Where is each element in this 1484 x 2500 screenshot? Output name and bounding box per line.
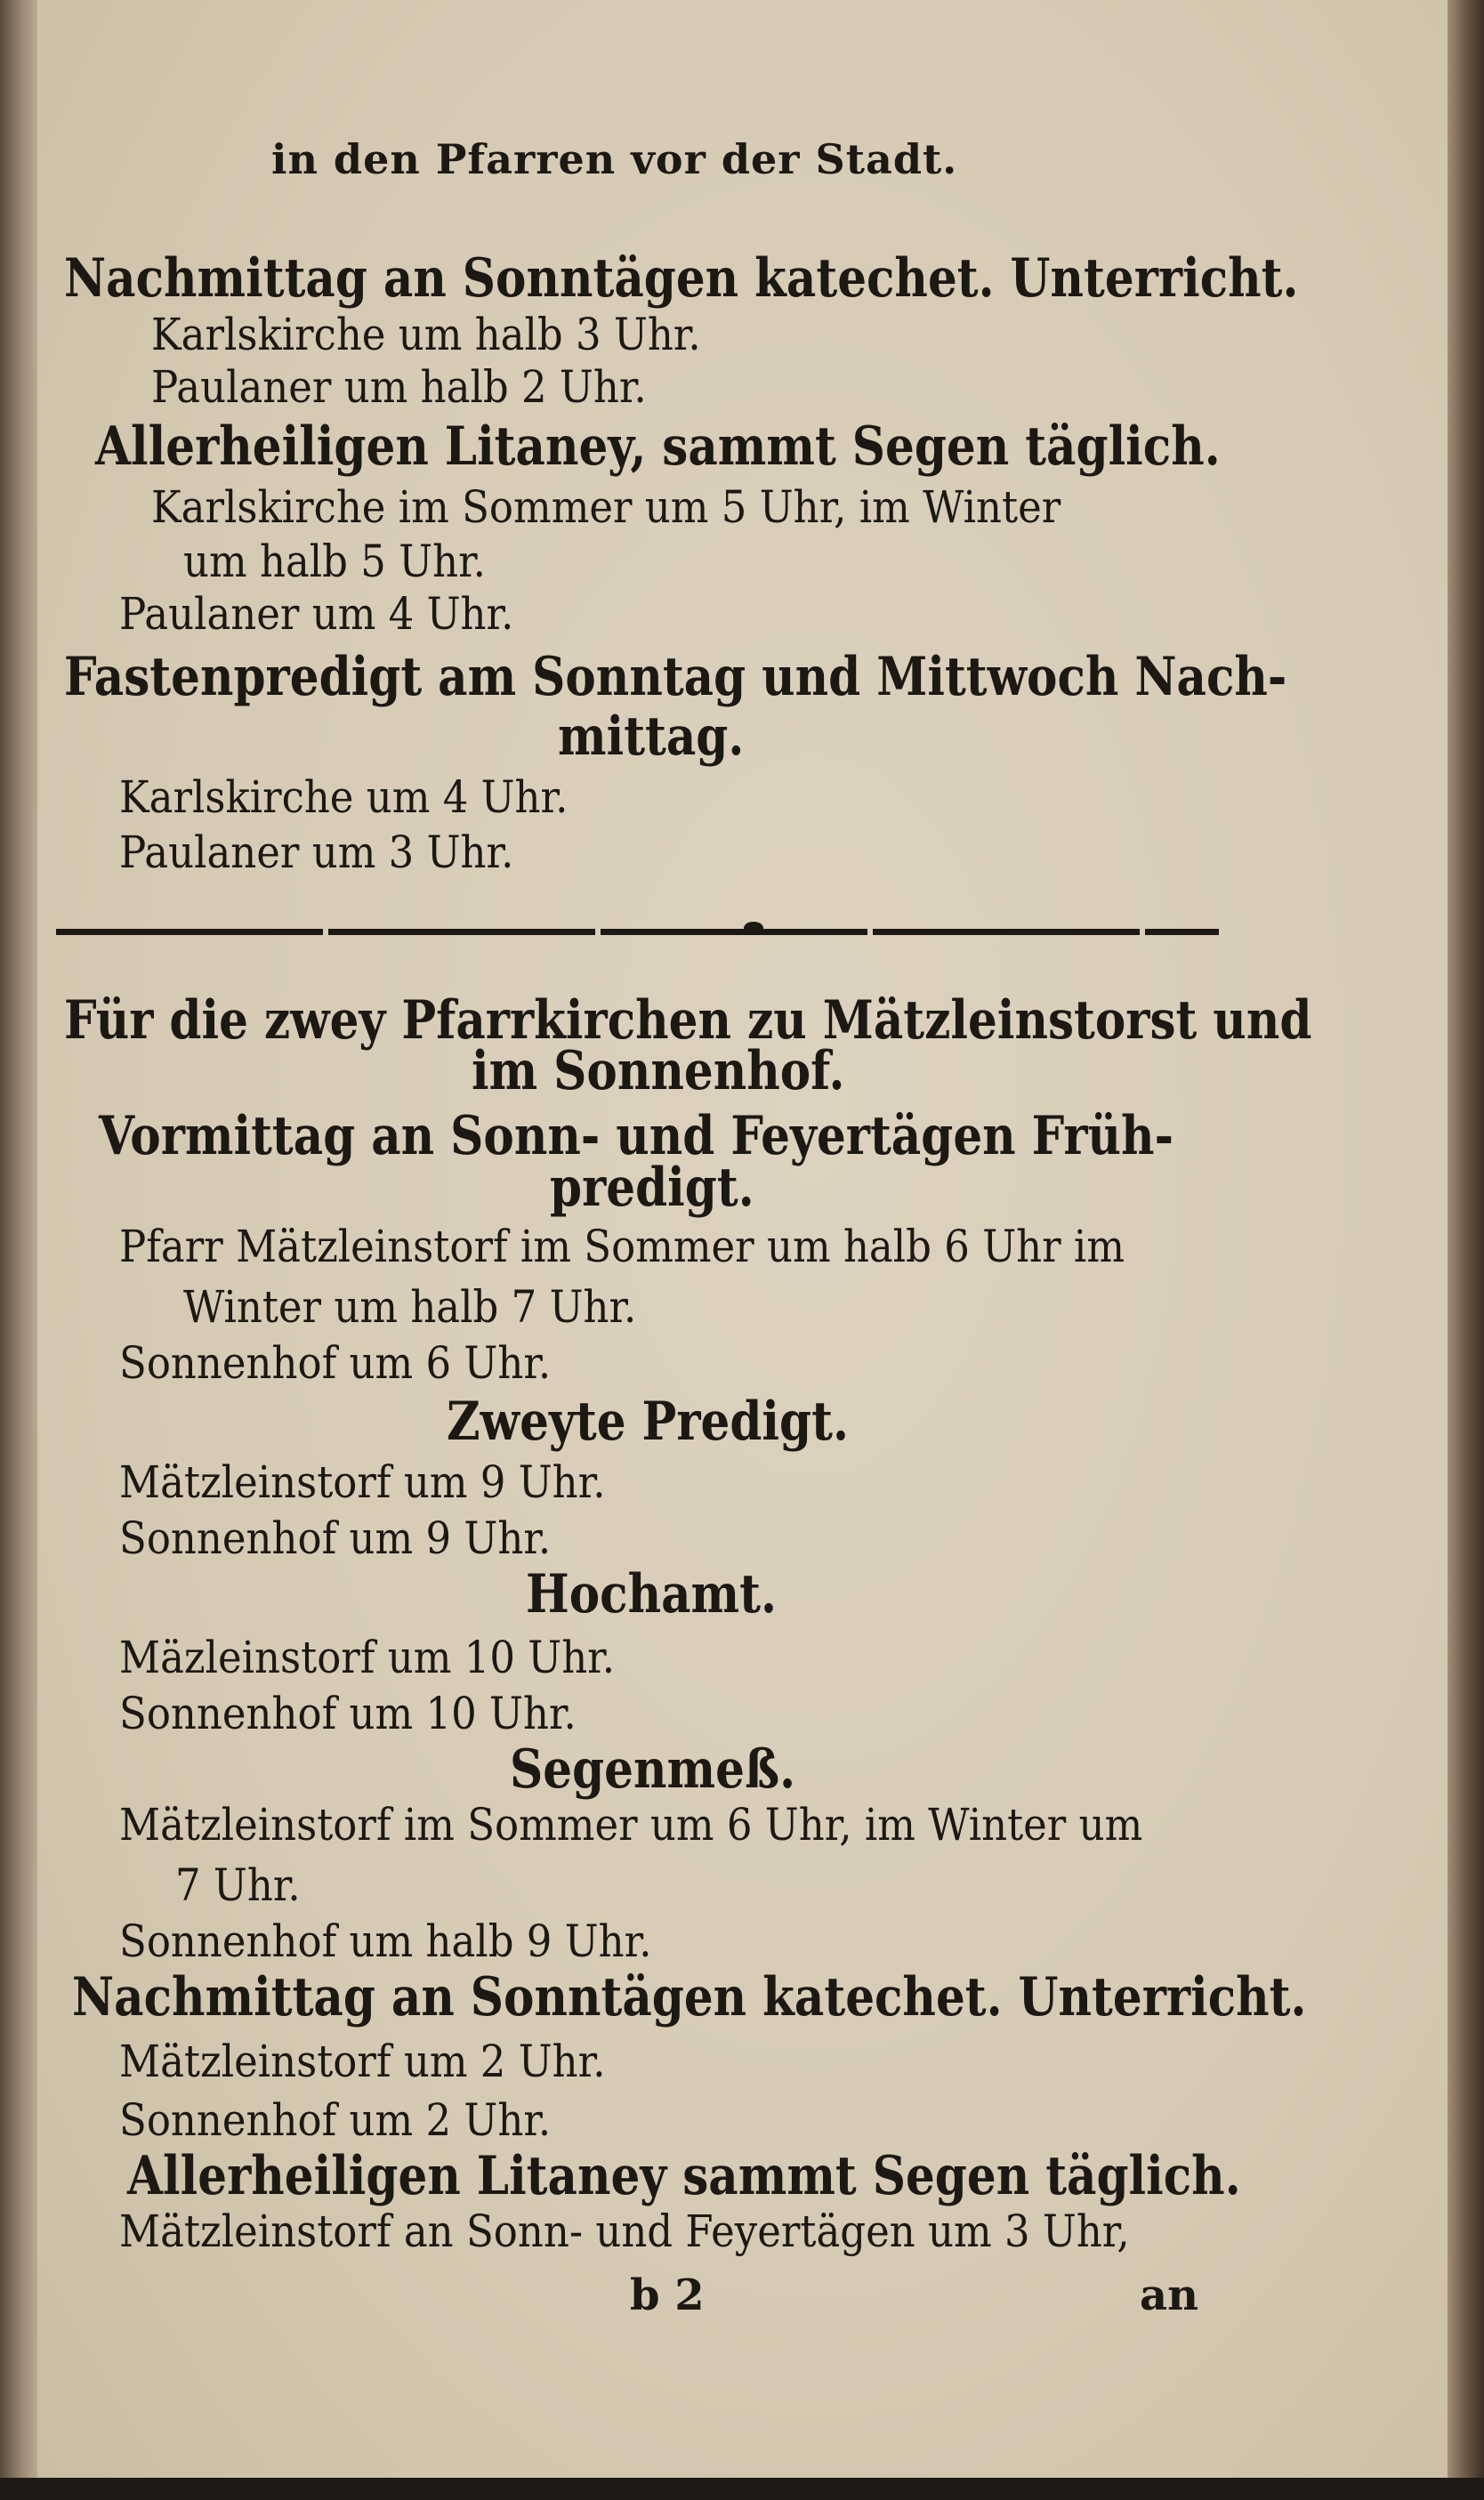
schedule-entry: 7 Uhr. [175,1859,301,1911]
catchword: an [1140,2270,1198,2320]
schedule-entry: Sonnenhof um 2 Uhr. [119,2094,552,2146]
section-title: im Sonnenhof. [472,1040,845,1102]
book-gutter-edge [0,0,37,2500]
section-title: Für die zwey Pfarrkirchen zu Mätzleinstorst und [64,989,1312,1052]
ornamental-divider [56,929,1219,935]
section-heading: predigt. [550,1157,754,1219]
schedule-entry: Sonnenhof um 6 Uhr. [119,1337,552,1389]
signature-mark: b 2 [630,2270,705,2320]
book-fore-edge [1448,0,1484,2500]
section-heading: mittag. [558,706,745,768]
schedule-entry: Karlskirche um halb 3 Uhr. [151,309,701,360]
schedule-entry: Mätzleinstorf an Sonn- und Feyertägen um 3 Uhr, [119,2206,1130,2257]
schedule-entry: Mätzleinstorf im Sommer um 6 Uhr, im Winter um [119,1799,1143,1851]
section-heading: Allerheiligen Litaney sammt Segen täglich. [127,2145,1241,2207]
schedule-entry: Paulaner um 4 Uhr. [119,588,514,640]
schedule-entry: Karlskirche um 4 Uhr. [119,771,569,823]
schedule-entry: Pfarr Mätzleinstorf im Sommer um halb 6 Uhr im [119,1221,1125,1272]
section-heading: Allerheiligen Litaney, sammt Segen täglich. [95,415,1221,478]
running-head: in den Pfarren vor der Stadt. [271,135,958,183]
schedule-entry: um halb 5 Uhr. [183,536,486,587]
scan-bottom-border [0,2478,1484,2500]
schedule-entry: Karlskirche im Sommer um 5 Uhr, im Winter [151,481,1061,533]
schedule-entry: Mäzleinstorf um 10 Uhr. [119,1632,616,1683]
section-heading: Nachmittag an Sonntägen katechet. Unterricht. [64,247,1299,310]
section-heading: Nachmittag an Sonntägen katechet. Unterricht. [72,1966,1307,2028]
section-heading: Segenmeß. [510,1738,796,1801]
schedule-entry: Mätzleinstorf um 2 Uhr. [119,2036,606,2087]
section-heading: Zweyte Predigt. [447,1391,849,1453]
section-heading: Fastenpredigt am Sonntag und Mittwoch Nach- [64,646,1287,708]
schedule-entry: Sonnenhof um halb 9 Uhr. [119,1915,652,1967]
schedule-entry: Winter um halb 7 Uhr. [183,1281,637,1333]
schedule-entry: Sonnenhof um 9 Uhr. [119,1512,552,1564]
divider-ornament [744,922,763,934]
schedule-entry: Paulaner um 3 Uhr. [119,827,514,878]
schedule-entry: Paulaner um halb 2 Uhr. [151,361,647,413]
section-heading: Vormittag an Sonn- und Feyertägen Früh- [99,1105,1173,1167]
schedule-entry: Sonnenhof um 10 Uhr. [119,1688,577,1739]
section-heading: Hochamt. [526,1563,777,1625]
schedule-entry: Mätzleinstorf um 9 Uhr. [119,1456,606,1508]
